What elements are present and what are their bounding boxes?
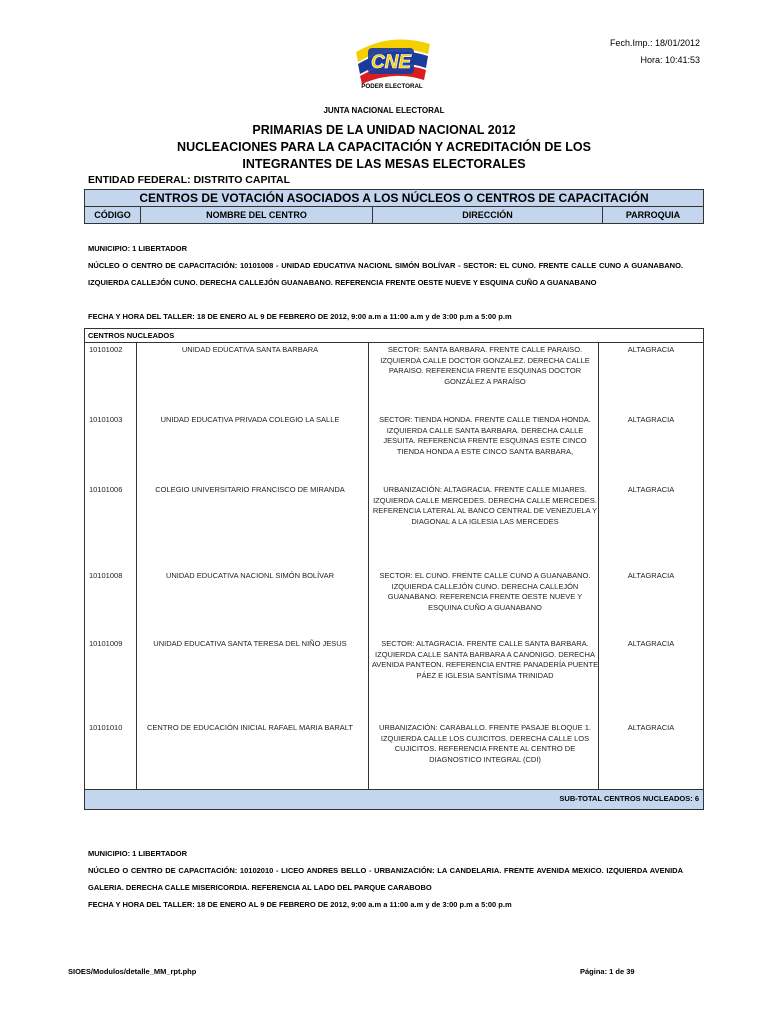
footer-page-number: Página: 1 de 39 bbox=[580, 967, 635, 976]
cell-direccion: SECTOR: TIENDA HONDA. FRENTE CALLE TIENDA HONDA. IZQUIERDA CALLE SANTA BARBARA. DERECHA CALLE JESUITA. REFERENCIA FRENTE ESQUINAS ESTE CINCO TIENDA HONDA A ESTE CINCO SANTA BARBARA, bbox=[379, 415, 591, 456]
cell-nombre: UNIDAD EDUCATIVA PRIVADA COLEGIO LA SALLE bbox=[160, 415, 340, 424]
cell-parroquia: ALTAGRACIA bbox=[627, 723, 675, 732]
nucleo-description: NÚCLEO O CENTRO DE CAPACITACIÓN: 10101008 - UNIDAD EDUCATIVA NACIONL SIMÓN BOLÍVAR - SECTOR: EL CUNO. FRENTE CALLE CUNO A GUANABANO. IZQUIERDA CALLEJÓN CUNO. DERECHA CALLEJÓN GUANABANO. REFERENCIA FRENTE OESTE NUEVE Y ESQUINA CUÑO A GUANABANO bbox=[88, 261, 683, 287]
table-title: CENTROS DE VOTACIÓN ASOCIADOS A LOS NÚCLEOS O CENTROS DE CAPACITACIÓN bbox=[85, 190, 703, 207]
taller-schedule: FECHA Y HORA DEL TALLER: 18 DE ENERO AL 9 DE FEBRERO DE 2012, 9:00 a.m a 11:00 a.m y de 3:00 p.m a 5:00 p.m bbox=[88, 312, 512, 321]
centros-nucleados-table bbox=[84, 328, 704, 810]
nucleo-description: NÚCLEO O CENTRO DE CAPACITACIÓN: 10102010 - LICEO ANDRES BELLO - URBANIZACIÓN: LA CANDELARIA. FRENTE AVENIDA MEXICO. IZQUIERDA AVENIDA GALERIA. DERECHA CALLE MISERICORDIA. REFERENCIA AL LADO DEL PARQUE CARABOBO bbox=[88, 866, 683, 892]
print-date: Fech.Imp.: 18/01/2012 bbox=[609, 38, 700, 48]
cell-nombre: UNIDAD EDUCATIVA SANTA TERESA DEL NIÑO JESUS bbox=[153, 639, 347, 648]
cell-codigo: 10101008 bbox=[89, 571, 123, 580]
cell-parroquia: ALTAGRACIA bbox=[627, 639, 675, 648]
cell-parroquia: ALTAGRACIA bbox=[627, 485, 675, 494]
cell-nombre: UNIDAD EDUCATIVA SANTA BARBARA bbox=[181, 345, 319, 354]
cell-direccion: URBANIZACIÓN: ALTAGRACIA. FRENTE CALLE MIJARES. IZQUIERDA CALLE MERCEDES. DERECHA CALLE MERCEDES. REFERENCIA LATERAL AL BANCO CENTRAL DE VENEZUELA Y DIAGONAL A LA IGLESIA LAS MERCEDES bbox=[372, 485, 598, 526]
report-subtitle-1: NUCLEACIONES PARA LA CAPACITACIÓN Y ACREDITACIÓN DE LOS bbox=[177, 140, 591, 154]
cell-parroquia: ALTAGRACIA bbox=[627, 345, 675, 354]
table-header bbox=[84, 189, 704, 224]
cell-codigo: 10101009 bbox=[89, 639, 123, 648]
cell-direccion: SECTOR: ALTAGRACIA. FRENTE CALLE SANTA BARBARA. IZQUIERDA CALLE SANTA BARBARA A CANONIGO. DERECHA AVENIDA PANTEON. REFERENCIA ENTRE PANADERÍA PUENTE PÁEZ E IGLESIA SANTÍSIMA TRINIDAD bbox=[371, 639, 599, 680]
column-header-parroquia: PARROQUIA bbox=[625, 210, 681, 220]
print-time: Hora: 10:41:53 bbox=[640, 55, 700, 65]
cell-codigo: 10101003 bbox=[89, 415, 123, 424]
entidad-federal: ENTIDAD FEDERAL: DISTRITO CAPITAL bbox=[88, 174, 291, 186]
report-subtitle-2: INTEGRANTES DE LAS MESAS ELECTORALES bbox=[242, 157, 526, 171]
municipio-label: MUNICIPIO: 1 LIBERTADOR bbox=[88, 244, 188, 253]
footer-path: SIOES/Modulos/detalle_MM_rpt.php bbox=[68, 967, 197, 976]
cell-nombre: COLEGIO UNIVERSITARIO FRANCISCO DE MIRANDA bbox=[155, 485, 345, 494]
centros-nucleados-label: CENTROS NUCLEADOS bbox=[88, 331, 175, 340]
taller-schedule: FECHA Y HORA DEL TALLER: 18 DE ENERO AL 9 DE FEBRERO DE 2012, 9:00 a.m a 11:00 a.m y de 3:00 p.m a 5:00 p.m bbox=[88, 900, 512, 909]
cell-parroquia: ALTAGRACIA bbox=[627, 571, 675, 580]
report-title: PRIMARIAS DE LA UNIDAD NACIONAL 2012 bbox=[252, 123, 516, 137]
municipio-label: MUNICIPIO: 1 LIBERTADOR bbox=[88, 849, 188, 858]
cell-direccion: SECTOR: EL CUNO. FRENTE CALLE CUNO A GUANABANO. IZQUIERDA CALLEJÓN CUNO. DERECHA CALLEJÓN GUANABANO. REFERENCIA FRENTE OESTE NUEVE Y ESQUINA CUÑO A GUANABANO bbox=[379, 571, 591, 612]
subtotal-row: SUB-TOTAL CENTROS NUCLEADOS: 6 bbox=[85, 789, 703, 809]
cell-codigo: 10101006 bbox=[89, 485, 123, 494]
cell-nombre: UNIDAD EDUCATIVA NACIONL SIMÓN BOLÍVAR bbox=[165, 571, 335, 580]
column-header-direccion: DIRECCIÓN bbox=[373, 207, 603, 223]
svg-text:PODER ELECTORAL: PODER ELECTORAL bbox=[361, 83, 423, 90]
column-header-nombre: NOMBRE DEL CENTRO bbox=[141, 207, 373, 223]
svg-text:CNE: CNE bbox=[370, 52, 412, 73]
cell-direccion: URBANIZACIÓN: CARABALLO. FRENTE PASAJE BLOQUE 1. IZQUIERDA CALLE LOS CUJICITOS. DERECHA CALLE LOS CUJICITOS. REFERENCIA FRENTE AL CENTRO DE DIAGNOSTICO INTEGRAL (CDI) bbox=[379, 723, 591, 764]
cell-codigo: 10101002 bbox=[89, 345, 123, 354]
column-header-codigo: CÓDIGO bbox=[85, 207, 141, 223]
junta-label: JUNTA NACIONAL ELECTORAL bbox=[323, 106, 445, 115]
cell-direccion: SECTOR: SANTA BARBARA. FRENTE CALLE PARAISO. IZQUIERDA CALLE DOCTOR GONZALEZ. DERECHA CALLE PARAISO. REFERENCIA FRENTE ESQUINAS DOCTOR GONZÁLEZ A PARAÍSO bbox=[380, 345, 590, 386]
cell-parroquia: ALTAGRACIA bbox=[627, 415, 675, 424]
cell-codigo: 10101010 bbox=[89, 723, 123, 732]
cell-nombre: CENTRO DE EDUCACIÓN INICIAL RAFAEL MARIA BARALT bbox=[146, 723, 353, 732]
cne-logo bbox=[350, 34, 434, 90]
